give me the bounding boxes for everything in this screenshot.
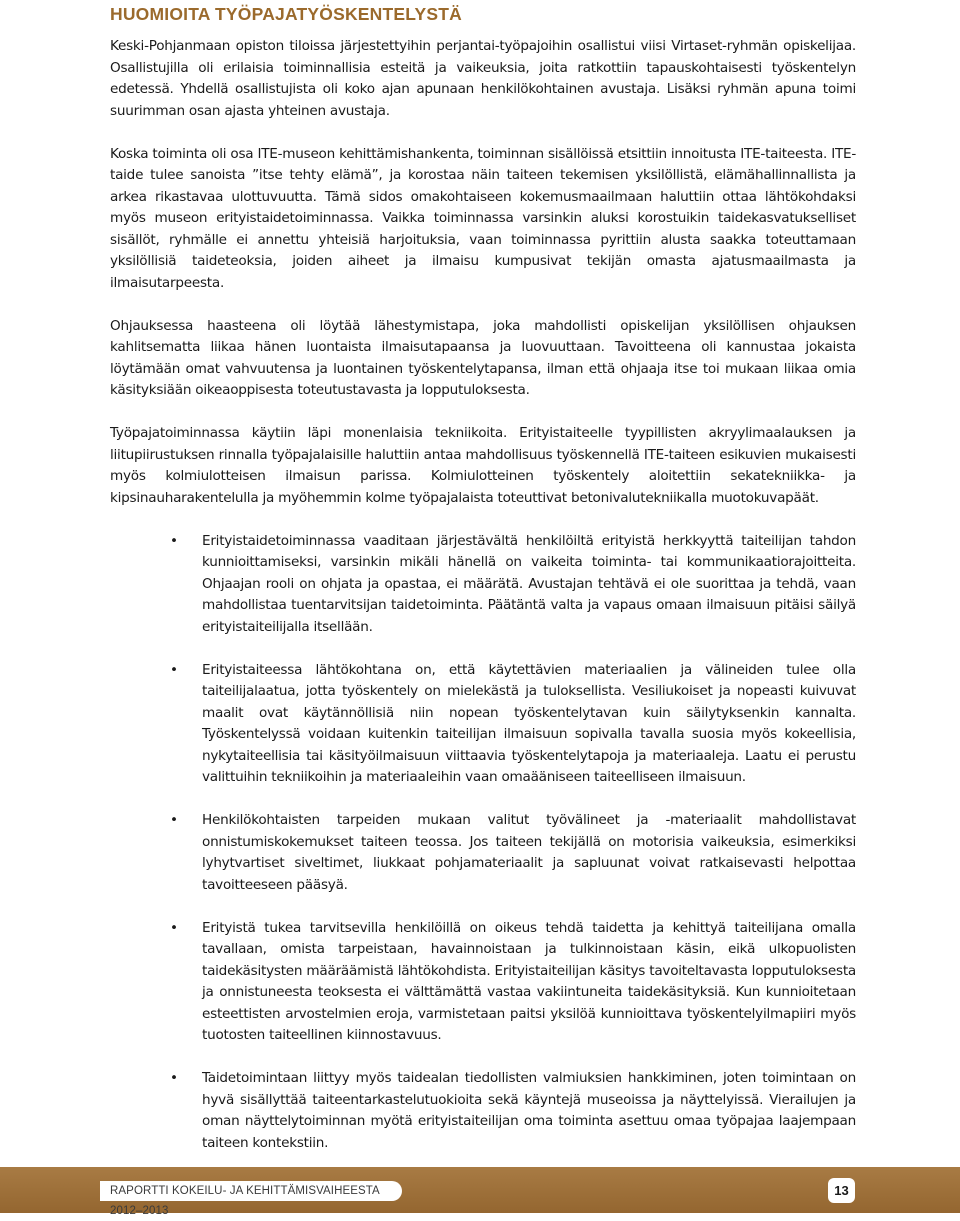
bullet-list	[110, 531, 856, 1155]
bullet-text: Henkilökohtaisten tarpeiden mukaan valitut työvälineet ja -materiaalit mahdollistavat onnistumiskokemukset taiteen teossa. Jos taiteen tekijällä on motorisia vaikeuksia, esimerkiksi lyhytvartiset siveltimet, liukkaat pohjamateriaalit ja sapluunat voivat ratkaisevasti helpottaa tavoitteeseen pääsyä.	[202, 812, 856, 893]
bullet-item	[110, 810, 856, 896]
bullet-marker: •	[170, 532, 178, 549]
article-body	[110, 36, 856, 1176]
bullet-marker: •	[170, 1070, 178, 1086]
bullet-item	[110, 918, 856, 1047]
bullet-marker: •	[170, 661, 178, 678]
section-heading: HUOMIOITA TYÖPAJATYÖSKENTELYSTÄ	[110, 4, 463, 24]
page-number: 13	[828, 1178, 855, 1203]
report-title-label: RAPORTTI KOKEILU- JA KEHITTÄMISVAIHEESTA 2012–2013	[100, 1181, 402, 1201]
bullet-item	[110, 531, 856, 639]
bullet-text: Erityistaiteessa lähtökohtana on, että käytettävien materiaalien ja välineiden tulee olla taiteilijalaatua, jotta työskentely on mielekästä ja tuloksellista. Vesiliukoiset ja nopeasti kuivuvat maalit ovat käytännöllisiä niin nopean työskentelytavan kuin säilytyksenkin kannalta. Työskentelyssä voidaan kuitenkin taiteilijan ilmaisuun sopivalla tavalla suosia myös kokeellisia, nykytaiteellisia tai käsityöilmaisuun viittaavia työskentelytapoja ja materiaaleja. Laatu ei perustu valittuihin tekniikoihin ja materiaaleihin vaan omaääniseen taiteelliseen ilmaisuun.	[202, 661, 856, 785]
page-footer	[0, 1167, 960, 1217]
bullet-marker: •	[170, 812, 178, 828]
bullet-text: Erityistä tukea tarvitsevilla henkilöillä on oikeus tehdä taidetta ja kehittyä taiteilijana omalla tavallaan, omista tarpeistaan, havainnoistaan ja tulkinnoistaan käsin, eikä ulkopuolisten taidekäsitysten määräämistä lähtökohdista. Erityistaiteilijan käsitys tavoiteltavasta lopputuloksesta ja onnistuneesta teoksesta ei välttämättä vastaa vakiintuneita taidekäsityksiä. Kun kunnioitetaan esteettisten arvostelmien eroja, varmistetaan paitsi yksilöä kunnioittava työskentelyilmapiiri myös tuotosten taiteellinen kiinnostavuus.	[202, 919, 856, 1043]
bullet-item	[110, 660, 856, 789]
bullet-text: Taidetoimintaan liittyy myös taidealan tiedollisten valmiuksien hankkiminen, joten toimintaan on hyvä sisällyttää taiteentarkastelutuokioita sekä käyntejä museoissa ja näyttelyissä. Vierailujen ja oman näyttelytoiminnan myötä erityistaiteilijan oma toiminta asettuu omaa työpajaa laajempaan taiteen kontekstiin.	[202, 1070, 856, 1151]
bullet-item	[110, 1068, 856, 1154]
paragraph-ite-museum: Koska toiminta oli osa ITE-museon kehittämishankenta, toiminnan sisällöissä etsittiin innoitusta ITE-taiteesta. ITE-taide tulee sanoista ”itse tehty elämä”, ja korostaa näin taiteen tekemisen yksilöllistä, elämähallinnallista ja arkea rikastavaa ulottuvuutta. Tämä sidos omakohtaiseen kokemusmaailmaan haluttiin ottaa lähtökohdaksi myös museon erityistaidetoiminnassa. Vaikka toiminnassa varsinkin aluksi korostuikin taidekasvatukselliset sisällöt, ryhmälle ei annettu yhteisiä harjoituksia, vaan toiminnassa pyrittiin alusta saakka toteuttamaan yksilöllisiä taideteoksia, joiden aiheet ja ilmaisu kumpusivat tekijän omasta ajatusmaailmasta ja ilmaisutarpeesta.	[110, 145, 857, 291]
paragraph-guidance: Ohjauksessa haasteena oli löytää lähestymistapa, joka mahdollisti opiskelijan yksilöllisen ohjauksen kahlitsematta liikaa hänen luontaista ilmaisutapaansa ja luovuuttaan. Tavoitteena oli kannustaa jokaista löytämään omat vahvuutensa ja luontainen työskentelytapansa, ilman että ohjaaja itse toi mukaan liikaa omia käsityksiään oikeaoppisesta toteutustavasta ja lopputuloksesta.	[110, 317, 856, 398]
paragraph-intro: Keski-Pohjanmaan opiston tiloissa järjestettyihin perjantai-työpajoihin osallistui viisi Virtaset-ryhmän opiskelijaa. Osallistujilla oli erilaisia toiminnallisia esteitä ja vaikeuksia, joita ratkottiin tapauskohtaisesti työskentelyn edetessä. Yhdellä osallistujista oli koko ajan apunaan henkilökohtainen avustaja. Lisäksi ryhmän apuna toimi suurimman osan ajasta yhteinen avustaja.	[110, 38, 856, 119]
bullet-text: Erityistaidetoiminnassa vaaditaan järjestävältä henkilöiltä erityistä herkkyyttä taiteilijan tahdon kunnioittamiseksi, varsinkin mikäli hänellä on vaikeita toiminta- tai kommunikaatiorajoitteita. Ohjaajan rooli on ohjata ja opastaa, ei määrätä. Avustajan tehtävä ei ole suorittaa ja tehdä, vaan mahdollistaa tuentarvitsijan taidetoiminta. Päätäntä valta ja vapaus omaan ilmaisuun pitäisi säilyä erityistaiteilijalla itsellään.	[202, 532, 856, 635]
bullet-marker: •	[170, 919, 178, 936]
paragraph-techniques: Työpajatoiminnassa käytiin läpi monenlaisia tekniikoita. Erityistaiteelle tyypillisten akryylimaalauksen ja liitupiirustuksen rinnalla työpajalaisille haluttiin antaa mahdollisuus työskennellä ITE-taiteen esikuvien mukaisesti myös kolmiulotteisen ilmaisun parissa. Kolmiulotteinen työskentely aloitettiin sekatekniikka- ja kipsinauharakentelulla ja myöhemmin kolme työpajalaista toteuttivat betonivalutekniikalla muotokuvapäät.	[110, 425, 856, 506]
